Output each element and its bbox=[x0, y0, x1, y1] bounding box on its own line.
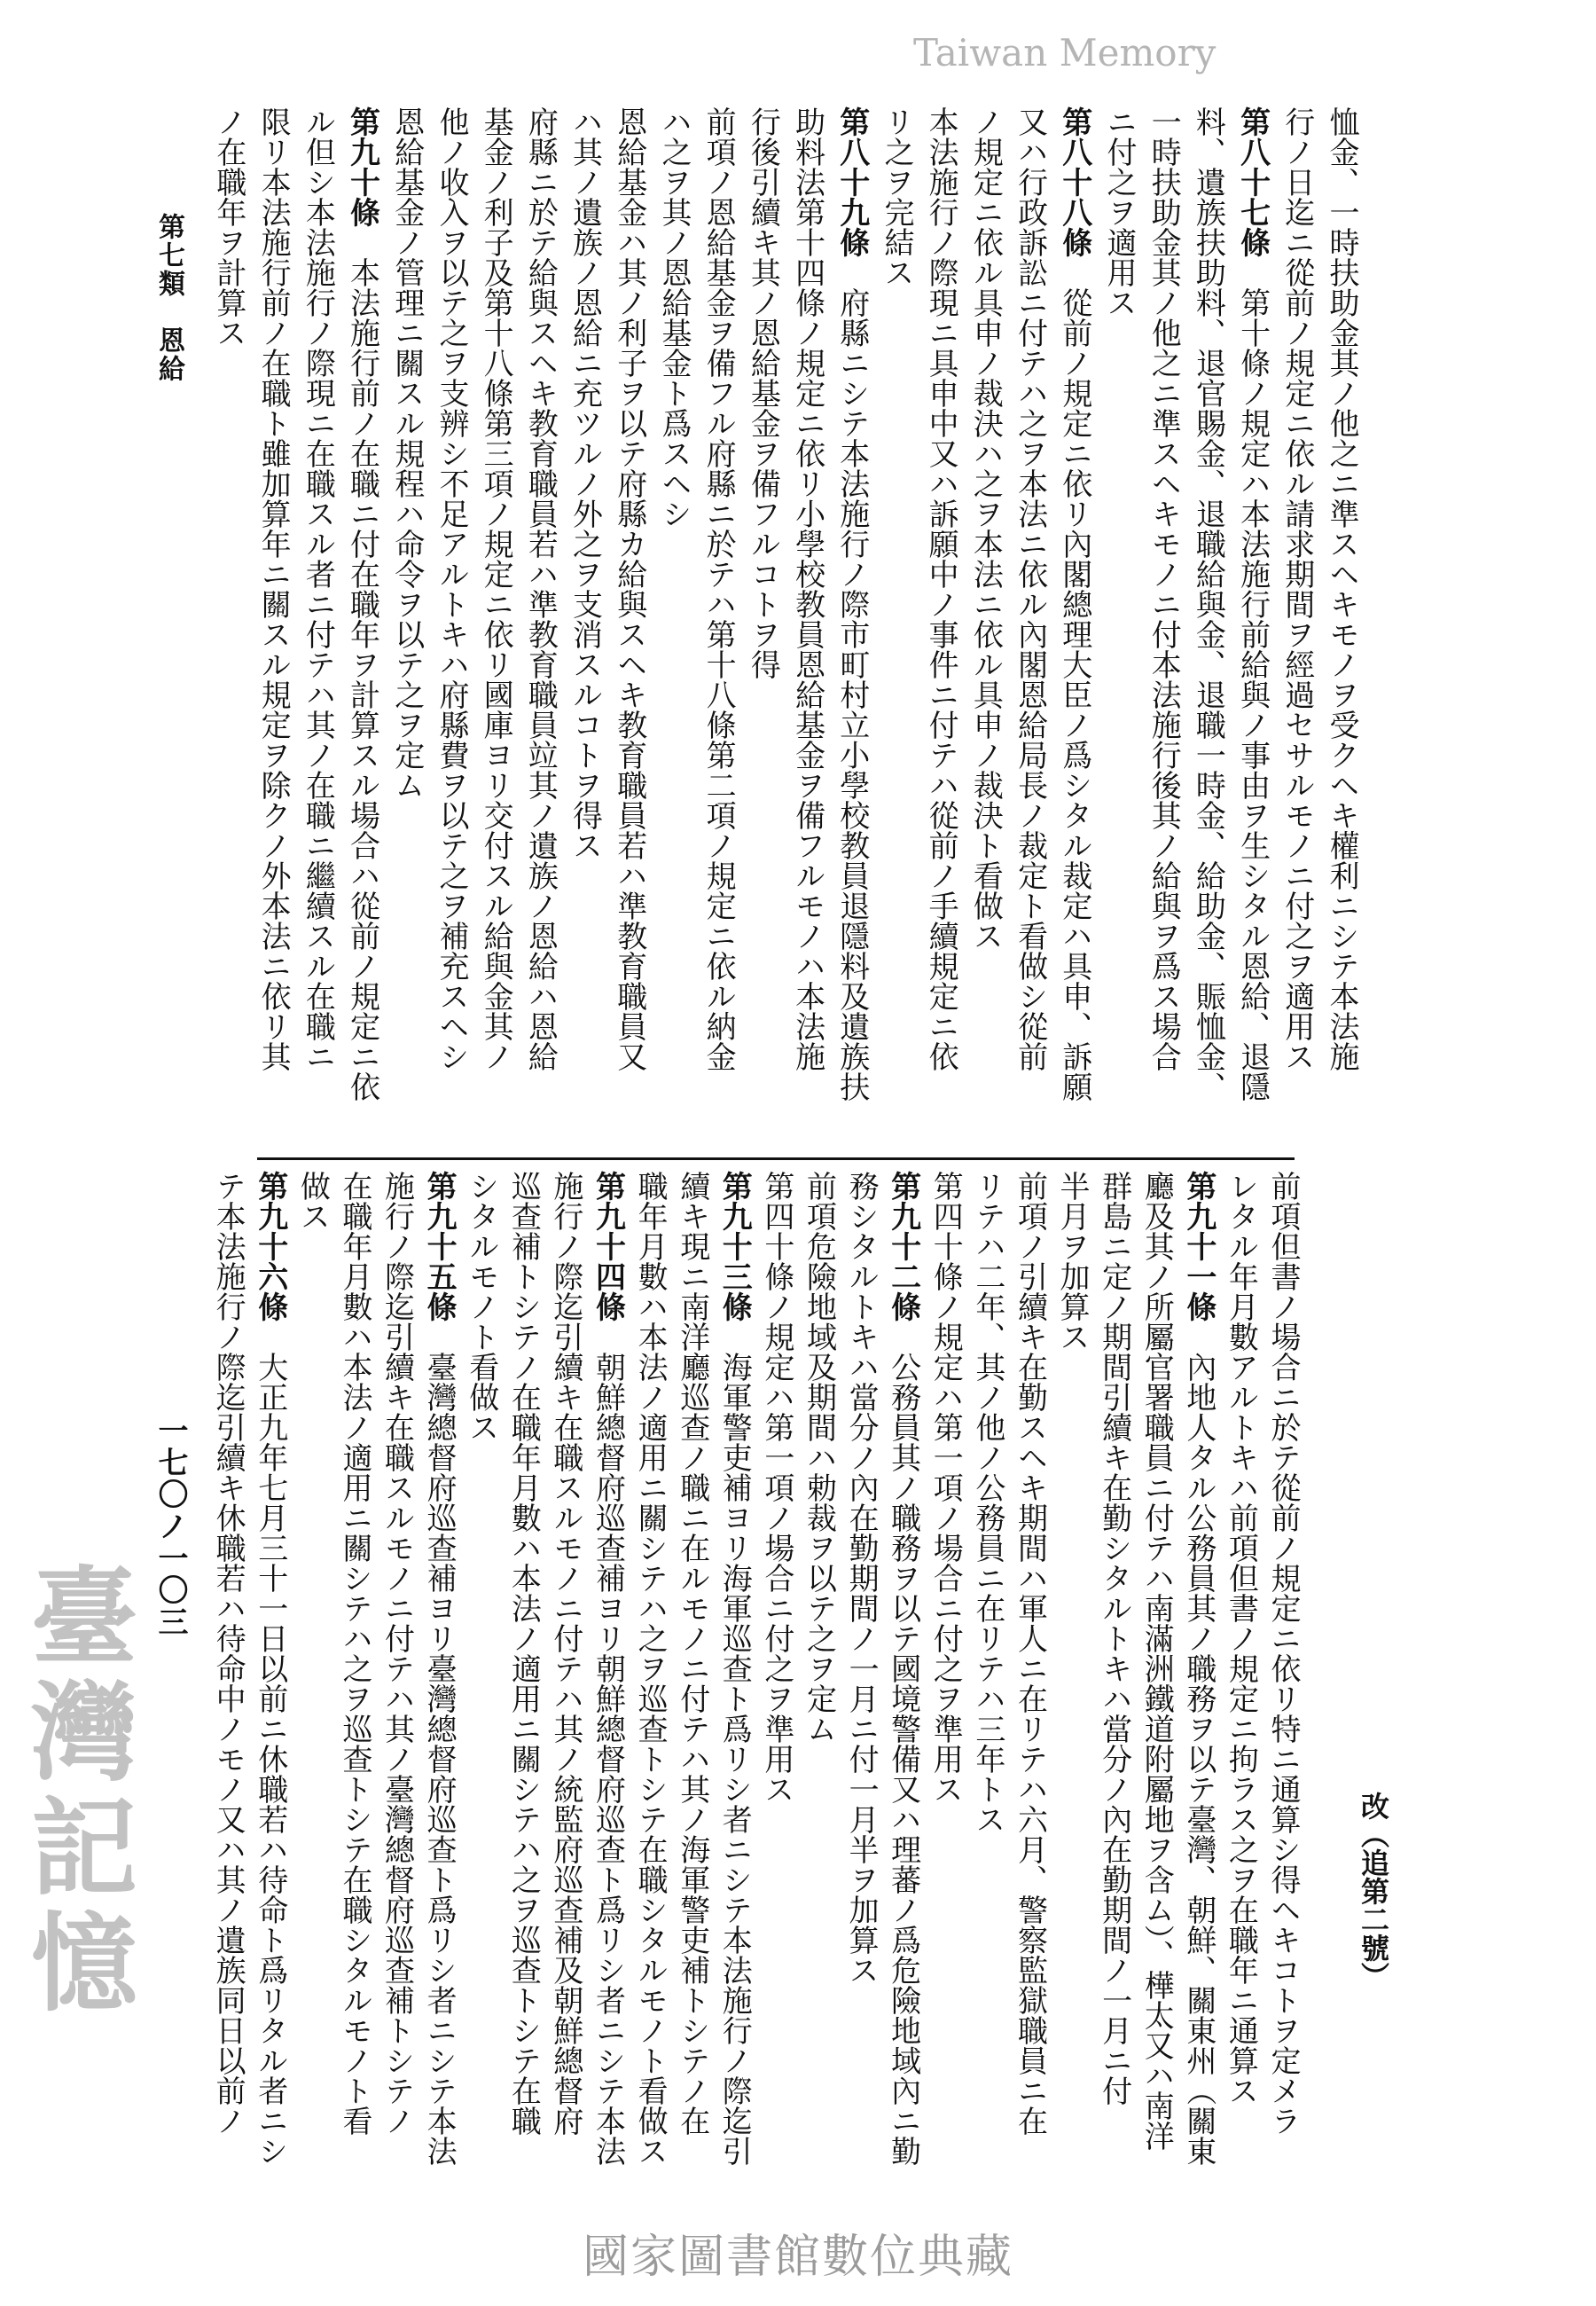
text-column bbox=[295, 106, 340, 1144]
taiwan-memory-watermark-text: Taiwan Memory bbox=[913, 31, 1217, 75]
column-text: 第四十條ノ規定ハ第一項ノ場合ニ付之ヲ準用ス bbox=[758, 1171, 794, 1804]
column-text: 群島ニ定ノ期間引續キ在勤シタルトキハ當分ノ內在勤期間ノ一月ニ付 bbox=[1096, 1171, 1132, 2106]
column-text: 前項ノ引續キ在勤スヘキ期間ハ軍人ニ在リテハ六月、警察監獄職員ニ在 bbox=[1012, 1171, 1048, 2136]
text-column bbox=[518, 106, 562, 1144]
column-text: 恩給基金ハ其ノ利子ヲ以テ府縣カ給與スヘキ教育職員若ハ準教育職員又 bbox=[611, 106, 647, 1071]
column-text: ノ在職年ヲ計算ス bbox=[210, 106, 246, 348]
text-column bbox=[207, 106, 251, 1144]
column-text: 限リ本法施行前ノ在職ト雖加算年ニ關スル規定ヲ除クノ外本法ニ依リ其 bbox=[255, 106, 292, 1071]
column-text: ノ規定ニ依ル具申ノ裁決ハ之ヲ本法ニ依ル具申ノ裁決ト看做ス bbox=[967, 106, 1004, 951]
column-text: リ之ヲ完結ス bbox=[878, 106, 914, 287]
article-number: 第八十九條 bbox=[833, 106, 870, 257]
text-column bbox=[696, 106, 740, 1144]
column-text: 前項ノ恩給基金ヲ備フル府縣ニ於テハ第十八條第二項ノ規定ニ依ル納金 bbox=[700, 106, 737, 1071]
text-column bbox=[1135, 1171, 1177, 2208]
column-text: 半月ヲ加算ス bbox=[1054, 1171, 1091, 1352]
column-text: 行ノ日迄ニ從前ノ規定ニ依ル請求期間ヲ經過セサルモノニ付之ヲ適用ス bbox=[1279, 106, 1315, 1071]
column-text: テ本法施行ノ際迄引續キ休職若ハ待命中ノモノ又ハ其ノ遺族同日以前ノ bbox=[210, 1171, 246, 2136]
text-column bbox=[1050, 1171, 1092, 2208]
article-number: 第八十七條 bbox=[1234, 106, 1271, 257]
article-column bbox=[1177, 1171, 1219, 2208]
article-column bbox=[586, 1171, 629, 2208]
column-text: 前項但書ノ場合ニ於テ從前ノ規定ニ依リ特ニ通算シ得ヘキコトヲ定メラ bbox=[1265, 1171, 1301, 2136]
column-text: 海軍警吏補ヨリ海軍巡查ト爲リシ者ニシテ本法施行ノ際迄引 bbox=[716, 1352, 753, 2166]
column-text: 巡查補トシテノ在職年月數ハ本法ノ適用ニ關シテハ之ヲ巡查トシテ在職 bbox=[505, 1171, 542, 2136]
column-text: 府縣ニ於テ給與スヘキ教育職員若ハ準教育職員竝其ノ遺族ノ恩給ハ恩給 bbox=[522, 106, 559, 1071]
column-text: 一時扶助金其ノ他之ニ準スヘキモノニ付本法施行後其ノ給與ヲ爲ス場合 bbox=[1146, 106, 1182, 1071]
lower-text-block bbox=[207, 1171, 1303, 2208]
text-column bbox=[652, 106, 696, 1144]
column-text: 助料法第十四條ノ規定ニ依リ小學校教員恩給基金ヲ備フルモノハ本法施 bbox=[789, 106, 825, 1071]
text-column bbox=[607, 106, 652, 1144]
column-text: 府縣ニシテ本法施行ノ際市町村立小學校教員退隱料及遺族扶 bbox=[833, 287, 870, 1102]
article-column bbox=[830, 106, 874, 1144]
text-column bbox=[1097, 106, 1141, 1144]
column-text: 施行ノ際迄引續キ在職スルモノニ付テハ其ノ臺灣總督府巡查補トシテノ bbox=[379, 1171, 415, 2136]
text-column bbox=[429, 106, 473, 1144]
column-text: レタル年月數アルトキハ前項但書ノ規定ニ拘ラス之ヲ在職年ニ通算ス bbox=[1223, 1171, 1259, 2106]
article-number: 第九十條 bbox=[344, 106, 380, 227]
article-number: 第九十六條 bbox=[252, 1171, 288, 1322]
upper-text-block bbox=[207, 106, 1364, 1144]
text-column bbox=[797, 1171, 840, 2208]
text-column bbox=[839, 1171, 881, 2208]
text-column bbox=[785, 106, 829, 1144]
text-column bbox=[502, 1171, 544, 2208]
article-column bbox=[1052, 106, 1097, 1144]
article-column bbox=[248, 1171, 291, 2208]
column-text: 前項危險地域及期間ハ勅裁ヲ以テ之ヲ定ム bbox=[801, 1171, 837, 1744]
column-text: 行後引續キ其ノ恩給基金ヲ備フルコトヲ得 bbox=[745, 106, 781, 679]
text-column bbox=[1007, 106, 1052, 1144]
column-text: 廳及其ノ所屬官署職員ニ付テハ南滿洲鐵道附屬地ヲ含ム）、樺太又ハ南洋 bbox=[1138, 1171, 1175, 2151]
article-number: 第八十八條 bbox=[1056, 106, 1092, 257]
text-column bbox=[919, 106, 963, 1144]
column-text: 大正九年七月三十一日以前ニ休職若ハ待命ト爲リタル者ニシ bbox=[252, 1352, 288, 2166]
text-column bbox=[874, 106, 919, 1144]
column-text: 臺灣總督府巡查補ヨリ臺灣總督府巡查ト爲リシ者ニシテ本法 bbox=[421, 1352, 458, 2166]
column-text: ハ其ノ遺族ノ恩給ニ充ツルノ外之ヲ支消スルコトヲ得ス bbox=[567, 106, 603, 860]
article-column bbox=[713, 1171, 755, 2208]
column-text: 在職年月數ハ本法ノ適用ニ關シテハ之ヲ巡查トシテ在職シタルモノト看 bbox=[336, 1171, 372, 2136]
column-text: 本法施行前ノ在職ニ付在職年ヲ計算スル場合ハ從前ノ規定ニ依 bbox=[344, 257, 380, 1102]
text-column bbox=[963, 106, 1007, 1144]
library-footer-watermark: 國家圖書館數位典藏 bbox=[582, 2231, 1013, 2284]
column-text: 恩給基金ノ管理ニ關スル規程ハ命令ヲ以テ之ヲ定ム bbox=[388, 106, 425, 800]
column-text: 務シタルトキハ當分ノ內在勤期間ノ一月ニ付一月半ヲ加算ス bbox=[843, 1171, 880, 1985]
article-number: 第九十三條 bbox=[716, 1171, 753, 1322]
text-column bbox=[375, 1171, 418, 2208]
text-column bbox=[740, 106, 785, 1144]
article-column bbox=[881, 1171, 924, 2208]
column-text: 施行ノ際迄引續キ在職スルモノニ付テハ其ノ統監府巡查補及朝鮮總督府 bbox=[547, 1171, 583, 2136]
text-column bbox=[1092, 1171, 1135, 2208]
text-column bbox=[544, 1171, 586, 2208]
column-text: 第十條ノ規定ハ本法施行前給與ノ事由ヲ生シタル恩給、退隱 bbox=[1234, 287, 1271, 1102]
text-column bbox=[1008, 1171, 1051, 2208]
article-column bbox=[340, 106, 384, 1144]
column-text: ニ付之ヲ適用ス bbox=[1100, 106, 1137, 318]
column-text: ル但シ本法施行ノ際現ニ在職スル者ニ付テハ其ノ在職ニ繼續スル在職ニ bbox=[300, 106, 336, 1071]
article-number: 第九十二條 bbox=[885, 1171, 921, 1322]
text-column bbox=[207, 1171, 249, 2208]
column-text: 基金ノ利子及第十八條第三項ノ規定ニ依リ國庫ヨリ交付スル給與金其ノ bbox=[478, 106, 514, 1071]
article-column bbox=[1230, 106, 1274, 1144]
column-text: 內地人タル公務員其ノ職務ヲ以テ臺灣、朝鮮、關東州（關東 bbox=[1180, 1352, 1217, 2166]
article-number: 第九十一條 bbox=[1180, 1171, 1217, 1322]
column-text: 續キ現ニ南洋廳巡查ノ職ニ在ルモノニ付テハ其ノ海軍警吏補トシテノ在 bbox=[674, 1171, 710, 2136]
text-column bbox=[670, 1171, 713, 2208]
text-column bbox=[924, 1171, 966, 2208]
text-column bbox=[562, 106, 606, 1144]
text-column bbox=[291, 1171, 333, 2208]
column-text: 本法施行ノ際現ニ具申中又ハ訴願中ノ事件ニ付テハ從前ノ手續規定ニ依 bbox=[923, 106, 959, 1071]
column-text: 做ス bbox=[294, 1171, 331, 1231]
text-column bbox=[1219, 1171, 1262, 2208]
article-column bbox=[418, 1171, 460, 2208]
running-header-category: 第七類 恩給 bbox=[153, 213, 184, 383]
column-text: 料、遺族扶助料、退官賜金、退職給與金、退職一時金、給助金、賑恤金、 bbox=[1190, 106, 1226, 1102]
column-text: 他ノ收入ヲ以テ之ヲ支辨シ不足アルトキハ府縣費ヲ以テ之ヲ補充スヘシ bbox=[433, 106, 469, 1071]
column-text: 第四十條ノ規定ハ第一項ノ場合ニ付之ヲ準用ス bbox=[927, 1171, 964, 1804]
taiwan-memory-watermark-logo: 臺灣記憶 bbox=[13, 1561, 138, 2022]
revision-mark: 改（追第二號） bbox=[1357, 1792, 1390, 1990]
column-text: 公務員其ノ職務ヲ以テ國境警備又ハ理蕃ノ爲危險地域內ニ勤 bbox=[885, 1352, 921, 2166]
text-column bbox=[251, 106, 295, 1144]
column-text: 恤金、一時扶助金其ノ他之ニ準スヘキモノヲ受クヘキ權利ニシテ本法施 bbox=[1324, 106, 1359, 1071]
text-column bbox=[1141, 106, 1185, 1144]
text-column bbox=[629, 1171, 671, 2208]
column-text: シタルモノト看做ス bbox=[463, 1171, 499, 1442]
article-number: 第九十五條 bbox=[421, 1171, 458, 1322]
text-column bbox=[332, 1171, 375, 2208]
text-column bbox=[459, 1171, 502, 2208]
column-text: 又ハ行政訴訟ニ付テハ之ヲ本法ニ依ル內閣恩給局長ノ裁定ト看做シ從前 bbox=[1012, 106, 1048, 1071]
text-column bbox=[473, 106, 518, 1144]
section-divider bbox=[257, 1157, 1295, 1160]
text-column bbox=[755, 1171, 797, 2208]
column-text: リテハ二年、其ノ他ノ公務員ニ在リテハ三年トス bbox=[969, 1171, 1005, 1834]
text-column bbox=[1261, 1171, 1303, 2208]
column-text: 從前ノ規定ニ依リ內閣總理大臣ノ爲シタル裁定ハ具申、訴願 bbox=[1056, 287, 1092, 1102]
column-text: 朝鮮總督府巡查補ヨリ朝鮮總督府巡查ト爲リシ者ニシテ本法 bbox=[590, 1352, 626, 2166]
column-text: 職年月數ハ本法ノ適用ニ關シテハ之ヲ巡查トシテ在職シタルモノト看做ス bbox=[632, 1171, 669, 2166]
page-number: 一七〇ノ一〇三 bbox=[153, 1415, 188, 1638]
article-number: 第九十四條 bbox=[590, 1171, 626, 1322]
text-column bbox=[1185, 106, 1230, 1144]
text-column bbox=[385, 106, 429, 1144]
text-column bbox=[966, 1171, 1008, 2208]
text-column bbox=[1275, 106, 1319, 1144]
text-column bbox=[1319, 106, 1364, 1144]
column-text: ハ之ヲ其ノ恩給基金ト爲スヘシ bbox=[655, 106, 692, 529]
